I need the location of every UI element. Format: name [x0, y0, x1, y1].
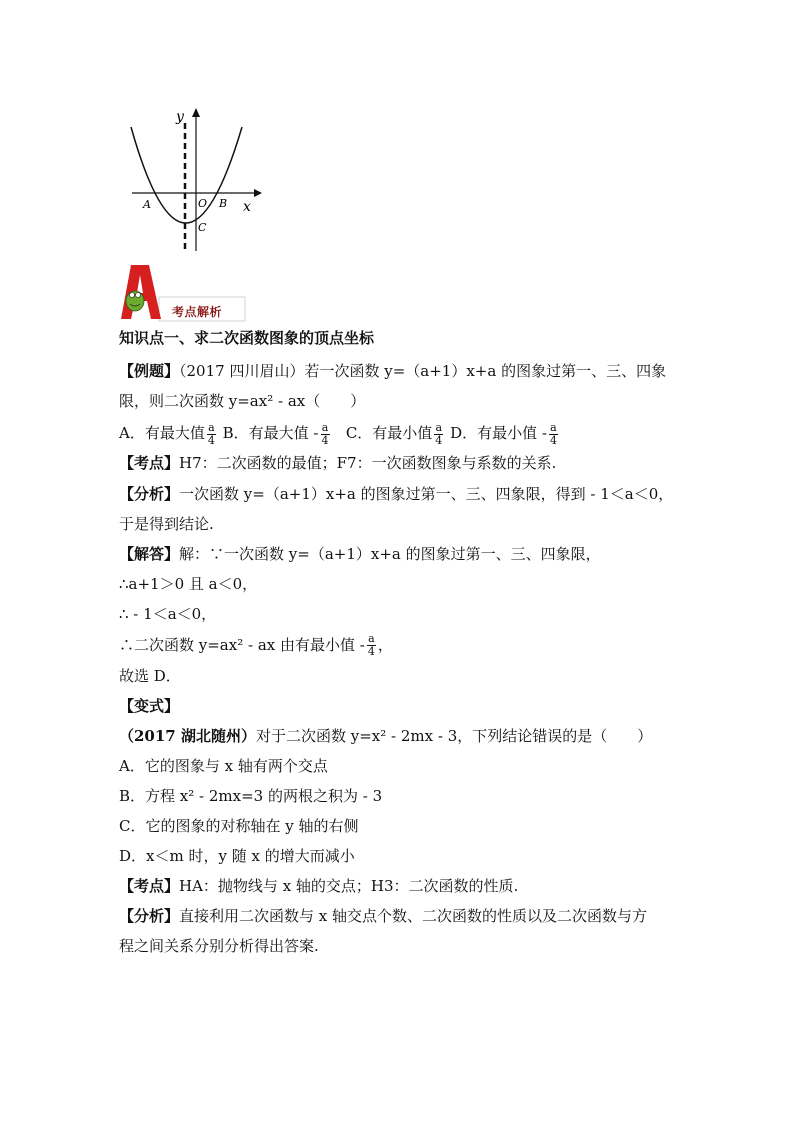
analysis-tag: 【分析】 — [119, 907, 180, 925]
answer-4-fraction — [367, 633, 376, 658]
point-o-label: O — [198, 197, 208, 210]
document-body — [119, 326, 679, 956]
frog-eye-icon — [136, 293, 141, 298]
point-b-label: B — [219, 197, 228, 210]
example-answer-4 — [119, 632, 679, 659]
example-answer-3: ∴ - 1＜a＜0， — [119, 604, 217, 623]
example-source: （2017 四川眉山） — [179, 362, 305, 380]
option-d-fraction — [549, 422, 558, 447]
y-label: y — [176, 109, 184, 125]
fraction-numerator: a — [550, 420, 557, 434]
variant-option-d: D．x＜m 时，y 随 x 的增大而减小 — [119, 847, 355, 865]
answer-text: 解：∵一次函数 y=（a+1）x+a 的图象过第一、三、四象限， — [179, 544, 601, 563]
example-answer-1 — [119, 544, 679, 564]
point-tag: 【考点】 — [119, 877, 180, 895]
example-question-1: 若一次函数 y=（a+1）x+a 的图象过第一、三、四象 — [304, 362, 667, 380]
option-a-fraction — [207, 422, 216, 447]
variant-option-a: A．它的图象与 x 轴有两个交点 — [119, 757, 328, 775]
fraction-denominator: 4 — [207, 433, 215, 447]
x-label: x — [243, 199, 251, 215]
option-c-fraction — [434, 422, 443, 447]
answer-4-text: ∴二次函数 y=ax² - ax 由有最小值 - — [119, 635, 365, 654]
fraction-numerator: a — [368, 632, 375, 645]
fraction-numerator: a — [435, 420, 443, 434]
fraction-numerator: a — [321, 420, 329, 434]
option-b — [222, 420, 332, 447]
option-c-label: C．有最小值 — [345, 424, 433, 442]
option-a-label: A．有最大值 — [119, 424, 205, 442]
fraction-denominator: 4 — [367, 645, 375, 658]
example-line-1 — [119, 361, 679, 381]
variant-point — [119, 876, 679, 896]
point-tag: 【考点】 — [119, 453, 180, 472]
variant-analysis-2: 程之间关系分别分析得出答案. — [119, 937, 319, 955]
x-axis-arrow — [254, 189, 262, 197]
option-a — [119, 420, 218, 447]
variant-analysis-1 — [119, 906, 679, 926]
fraction-denominator: 4 — [435, 433, 443, 447]
option-b-fraction — [321, 422, 330, 447]
analysis-text: 直接利用二次函数与 x 轴交点个数、二次函数的性质以及二次函数与方 — [179, 907, 648, 925]
point-text: H7：二次函数的最值；F7：一次函数图象与系数的关系. — [179, 453, 557, 472]
variant-question-text: 对于二次函数 y=x² - 2mx - 3，下列结论错误的是（ ） — [255, 727, 653, 745]
fraction-denominator: 4 — [549, 433, 557, 447]
parabola-graph — [126, 103, 266, 253]
point-a-label: A — [143, 198, 151, 211]
badge-label: 考点解析 — [172, 305, 223, 319]
answer-tag: 【解答】 — [119, 544, 180, 563]
option-d — [450, 420, 560, 447]
example-question-2: 限，则二次函数 y=ax² - ax（ ） — [119, 392, 366, 410]
variant-question — [119, 726, 679, 746]
example-options — [119, 420, 679, 447]
frog-icon — [126, 291, 144, 311]
point-c-label: C — [198, 221, 207, 234]
example-answer-2: ∴a+1＞0 且 a＜0， — [119, 574, 258, 593]
answer-4-suffix: ， — [377, 635, 393, 654]
variant-source: （2017 湖北随州） — [119, 727, 256, 745]
variant-tag: 【变式】 — [119, 697, 180, 715]
analysis-text: 一次函数 y=（a+1）x+a 的图象过第一、三、四象限，得到 - 1＜a＜0， — [179, 484, 674, 503]
example-analysis-2: 于是得到结论. — [119, 514, 214, 533]
example-point — [119, 453, 679, 473]
section-title: 知识点一、求二次函数图象的顶点坐标 — [119, 329, 375, 347]
example-tag: 【例题】 — [119, 362, 180, 380]
y-axis-arrow — [192, 108, 200, 117]
fraction-numerator: a — [208, 420, 215, 434]
variant-option-b: B．方程 x² - 2mx=3 的两根之积为 - 3 — [119, 787, 383, 805]
option-b-label: B．有最大值 - — [222, 424, 319, 442]
option-c — [345, 420, 445, 447]
example-answer-5: 故选 D． — [119, 667, 181, 685]
option-d-label: D．有最小值 - — [450, 424, 547, 442]
analysis-tag: 【分析】 — [119, 484, 180, 503]
example-analysis-1 — [119, 484, 679, 504]
fraction-denominator: 4 — [321, 433, 329, 447]
point-text: HA：抛物线与 x 轴的交点；H3：二次函数的性质. — [179, 877, 519, 895]
variant-option-c: C．它的图象的对称轴在 y 轴的右侧 — [119, 817, 359, 835]
frog-eye-icon — [130, 293, 135, 298]
